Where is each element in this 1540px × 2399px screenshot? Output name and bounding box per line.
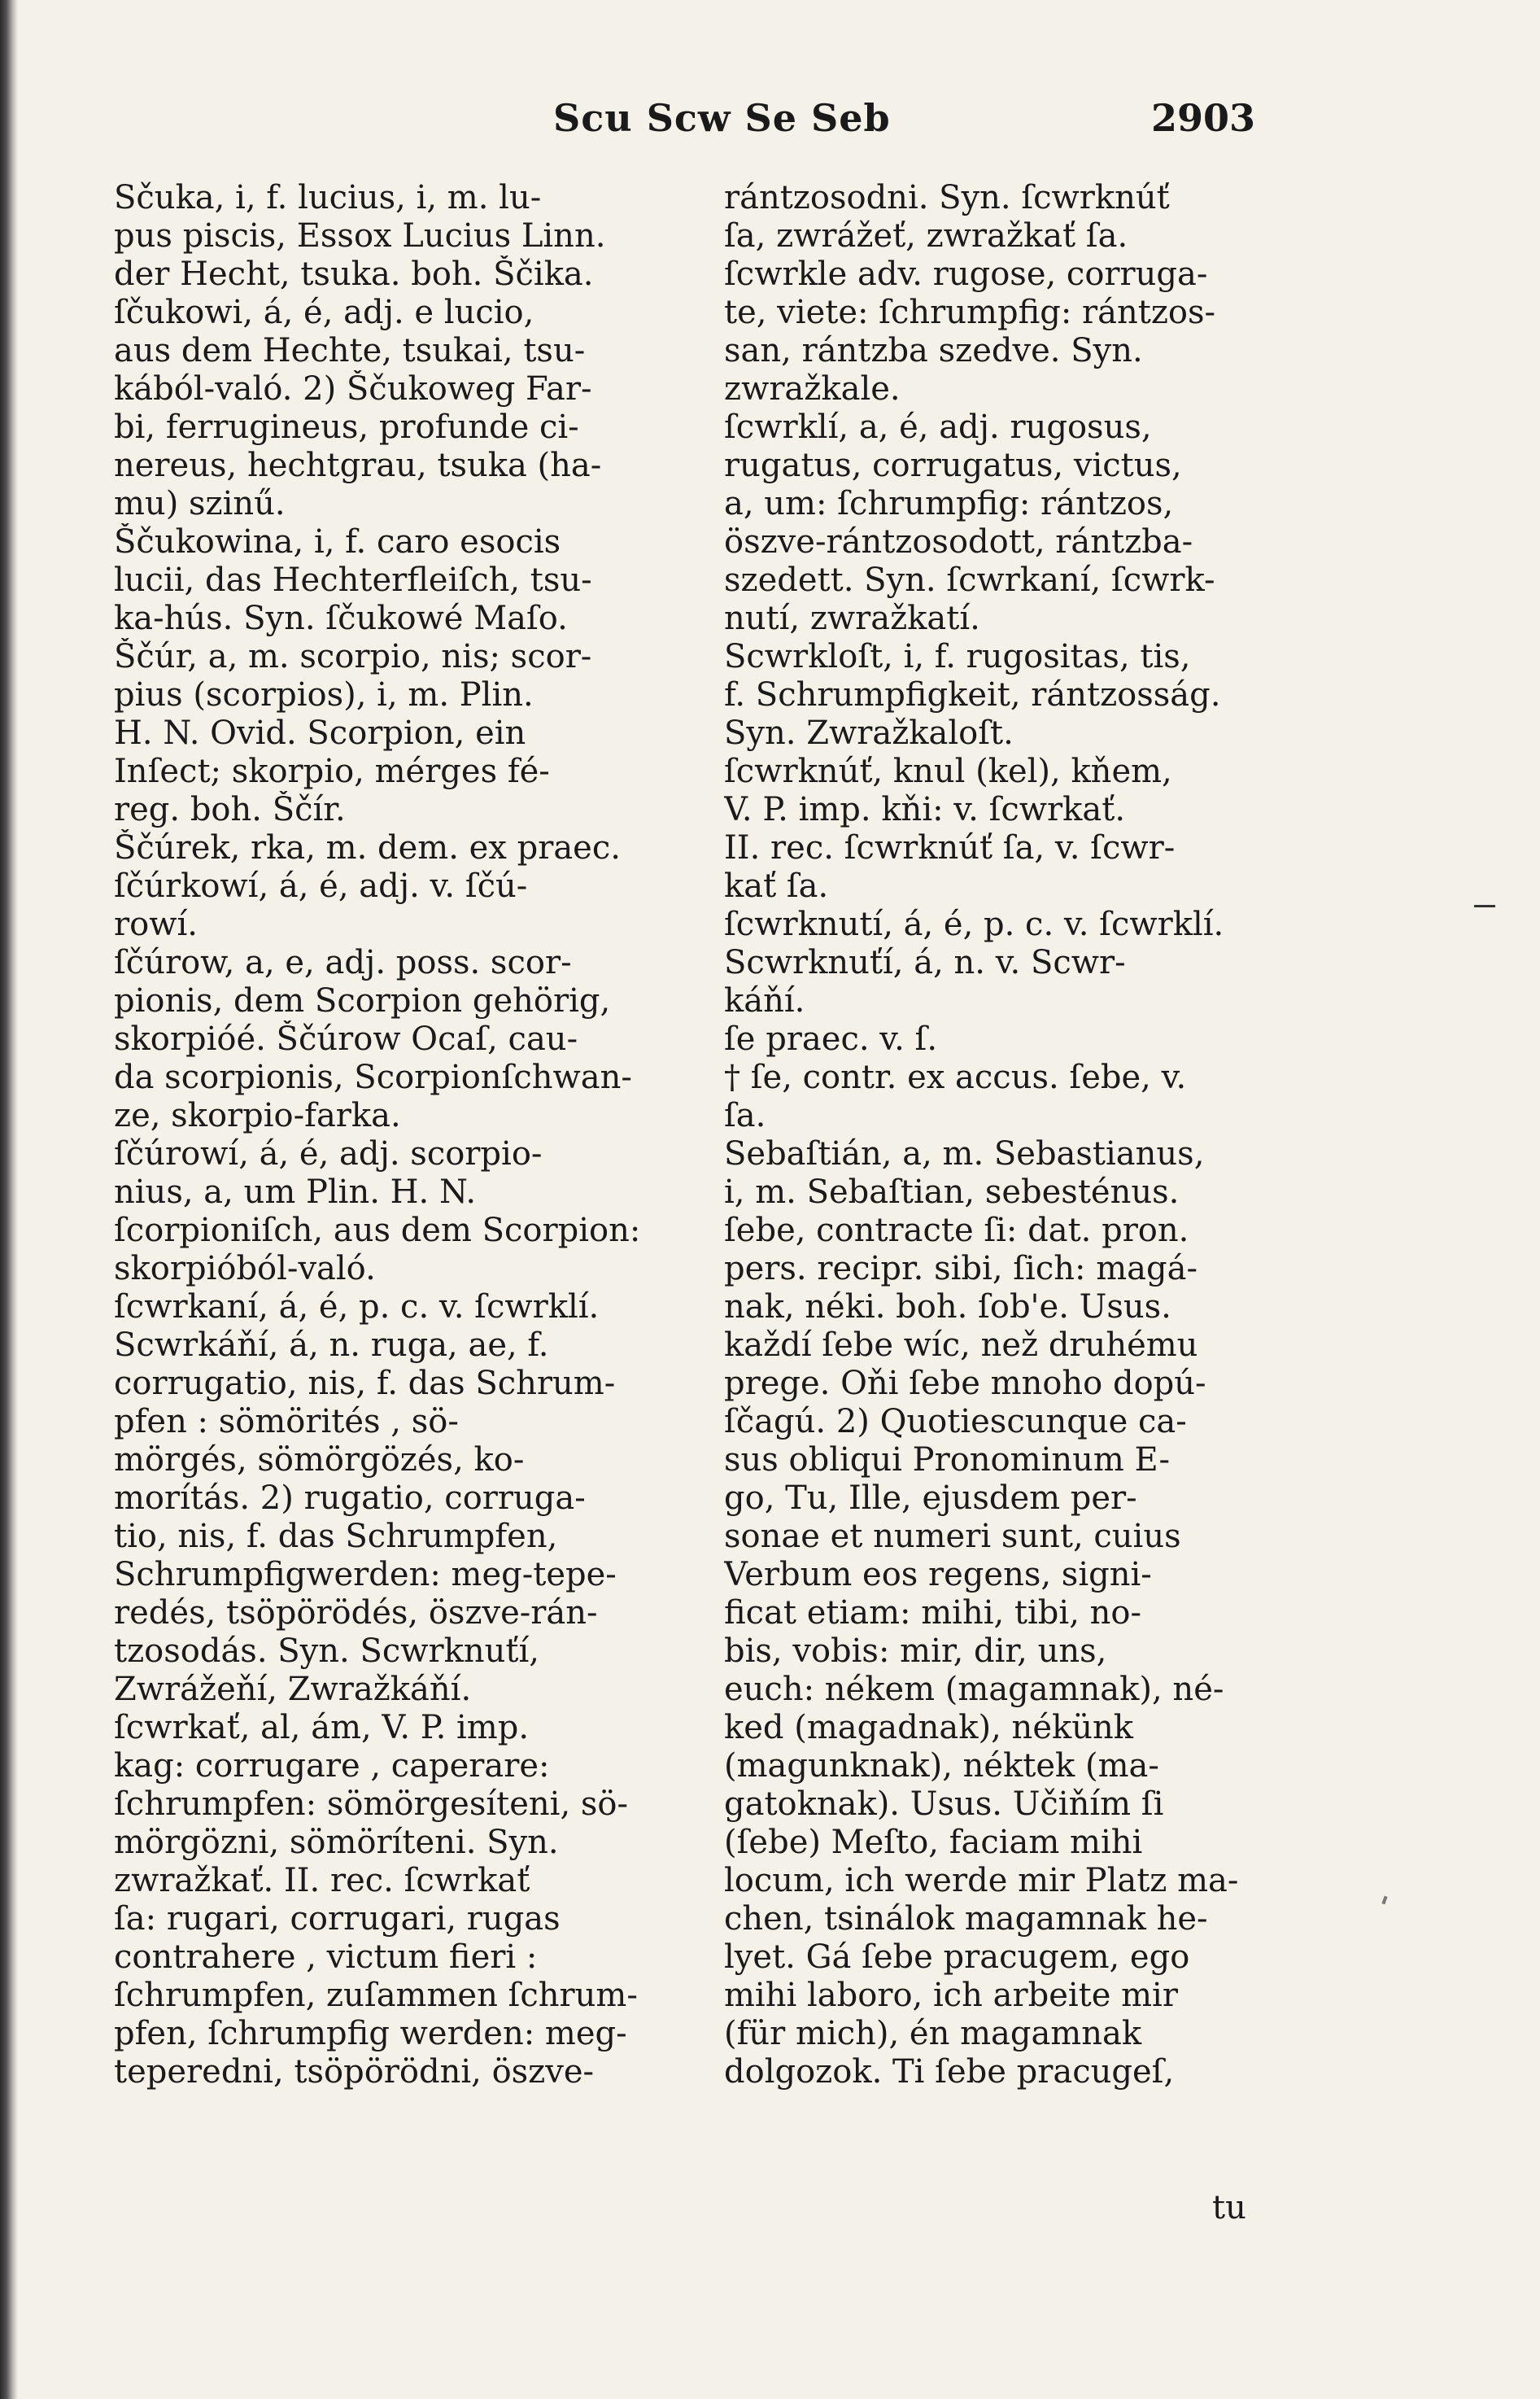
text-line: nius, a, um Plin. H. N. <box>114 1173 477 1211</box>
text-line: † ſe, contr. ex accus. ſebe, v. <box>724 1059 1187 1096</box>
text-line: ked (magadnak), nékünk <box>724 1709 1133 1746</box>
margin-mark <box>1474 905 1495 907</box>
text-line: Schrumpfigwerden: meg-tepe- <box>114 1556 617 1593</box>
text-line: morítás. 2) rugatio, corruga- <box>114 1479 586 1517</box>
text-line: Scwrknuťí, á, n. v. Scwr- <box>724 944 1126 981</box>
text-line: ſchrumpfen, zuſammen ſchrum- <box>114 1977 638 2014</box>
text-line: ſcwrkať, al, ám, V. P. imp. <box>114 1709 530 1746</box>
text-line: corrugatio, nis, f. das Schrum- <box>114 1365 616 1402</box>
text-line: pers. recipr. sibi, ſich: magá- <box>724 1250 1198 1287</box>
text-line: Zwrážeňí, Zwražkáňí. <box>114 1671 472 1708</box>
text-line: Sebaſtián, a, m. Sebastianus, <box>724 1135 1205 1173</box>
text-line: ſa: rugari, corrugari, rugas <box>114 1900 561 1938</box>
text-line: nak, néki. boh. ſob'e. Usus. <box>724 1288 1171 1326</box>
text-line: tzosodás. Syn. Scwrknuťí, <box>114 1632 539 1670</box>
text-line: ſčúrowí, á, é, adj. scorpio- <box>114 1135 543 1173</box>
text-line: lyet. Gá ſebe pracugem, ego <box>724 1938 1190 1976</box>
text-line: ſchrumpfen: sömörgesíteni, sö- <box>114 1785 629 1823</box>
text-line: gatoknak). Usus. Učiňím ſi <box>724 1785 1164 1823</box>
catchword: tu <box>1212 2189 1246 2226</box>
text-line: aus dem Hechte, tsukai, tsu- <box>114 332 586 369</box>
text-line: prege. Oňi ſebe mnoho dopú- <box>724 1365 1206 1402</box>
text-line: da scorpionis, Scorpionſchwan- <box>114 1059 632 1096</box>
text-line: redés, tsöpörödés, öszve-rán- <box>114 1594 598 1632</box>
text-line: szedett. Syn. ſcwrkaní, ſcwrk- <box>724 562 1215 599</box>
text-line: mörgözni, sömöríteni. Syn. <box>114 1824 559 1861</box>
text-line: káňí. <box>724 982 805 1020</box>
text-line: ſa, zwrážeť, zwražkať ſa. <box>724 217 1128 255</box>
page-edge-shadow <box>0 0 18 2399</box>
text-line: Ščukowina, i, f. caro esocis <box>114 523 561 561</box>
text-line: a, um: ſchrumpfig: rántzos, <box>724 485 1174 522</box>
text-line: pius (scorpios), i, m. Plin. <box>114 676 534 714</box>
text-line: f. Schrumpfigkeit, rántzosság. <box>724 676 1221 714</box>
text-line: lucii, das Hechterfleiſch, tsu- <box>114 562 592 599</box>
text-line: ſčagú. 2) Quotiescunque ca- <box>724 1403 1187 1440</box>
text-line: zwražkale. <box>724 370 901 408</box>
text-line: ſčúrkowí, á, é, adj. v. ſčú- <box>114 867 528 905</box>
text-line: pionis, dem Scorpion gehörig, <box>114 982 611 1020</box>
right-column <box>724 179 1308 2091</box>
text-line: V. P. imp. kňi: v. ſcwrkať. <box>724 791 1126 828</box>
text-line: Inſect; skorpio, mérges fé- <box>114 753 550 790</box>
left-column <box>114 179 700 2091</box>
text-line: ſcorpioniſch, aus dem Scorpion: <box>114 1212 641 1249</box>
text-line: II. rec. ſcwrknúť ſa, v. ſcwr- <box>724 829 1176 867</box>
text-line: san, rántzba szedve. Syn. <box>724 332 1143 369</box>
text-line: pfen : sömörités , sö- <box>114 1403 459 1440</box>
text-line: ſa. <box>724 1097 766 1134</box>
page-header <box>0 96 1540 153</box>
text-line: Ščúr, a, m. scorpio, nis; scor- <box>114 638 592 675</box>
text-line: dolgozok. Ti ſebe pracugeſ, <box>724 2053 1175 2091</box>
text-line: euch: nékem (magamnak), né- <box>724 1671 1224 1708</box>
text-line: rugatus, corrugatus, victus, <box>724 447 1182 484</box>
text-line: ſčúrow, a, e, adj. poss. scor- <box>114 944 572 981</box>
text-line: (ſebe) Meſto, faciam mihi <box>724 1824 1143 1861</box>
running-head: Scu Scw Se Seb <box>553 96 891 140</box>
text-line: Syn. Zwražkaloſt. <box>724 714 1014 752</box>
text-line: pfen, ſchrumpfig werden: meg- <box>114 2015 627 2052</box>
text-line: ſcwrklí, a, é, adj. rugosus, <box>724 409 1152 446</box>
text-line: tio, nis, f. das Schrumpfen, <box>114 1518 558 1555</box>
text-line: i, m. Sebaſtian, sebesténus. <box>724 1173 1180 1211</box>
text-line: sus obliqui Pronominum E- <box>724 1441 1170 1479</box>
text-line: mu) szinű. <box>114 485 286 522</box>
text-line: mörgés, sömörgözés, ko- <box>114 1441 525 1479</box>
text-line: ka-hús. Syn. ſčukowé Maſo. <box>114 600 568 637</box>
page-number: 2903 <box>1150 96 1255 140</box>
text-line: Sčuka, i, f. lucius, i, m. lu- <box>114 179 542 216</box>
text-line: teperedni, tsöpörödni, öszve- <box>114 2053 595 2091</box>
ink-mark <box>1381 1896 1387 1905</box>
text-line: bis, vobis: mir, dir, uns, <box>724 1632 1107 1670</box>
text-line: kag: corrugare , caperare: <box>114 1747 550 1785</box>
text-line: kából-való. 2) Ščukoweg Far- <box>114 370 592 408</box>
text-line: bi, ferrugineus, profunde ci- <box>114 409 579 446</box>
text-line: chen, tsinálok magamnak he- <box>724 1900 1208 1938</box>
text-line: ze, skorpio-farka. <box>114 1097 401 1134</box>
text-line: Scwrkloſt, i, f. rugositas, tis, <box>724 638 1191 675</box>
text-line: ſcwrkaní, á, é, p. c. v. ſcwrklí. <box>114 1288 600 1326</box>
text-line: contrahere , victum fieri : <box>114 1938 538 1976</box>
text-line: öszve-rántzosodott, rántzba- <box>724 523 1193 561</box>
text-line: ſebe, contracte ſi: dat. pron. <box>724 1212 1189 1249</box>
text-line: ſe praec. v. ſ. <box>724 1020 938 1058</box>
text-line: Scwrkáňí, á, n. ruga, ae, f. <box>114 1326 549 1364</box>
text-line: mihi laboro, ich arbeite mir <box>724 1977 1178 2014</box>
text-line: locum, ich werde mir Platz ma- <box>724 1862 1239 1899</box>
text-line: každí ſebe wíc, než druhému <box>724 1326 1198 1364</box>
text-line: nutí, zwražkatí. <box>724 600 980 637</box>
text-line: ſčukowi, á, é, adj. e lucio, <box>114 294 534 331</box>
text-line: nereus, hechtgrau, tsuka (ha- <box>114 447 602 484</box>
text-line: skorpióból-való. <box>114 1250 376 1287</box>
text-line: Ščúrek, rka, m. dem. ex praec. <box>114 829 621 867</box>
text-line: H. N. Ovid. Scorpion, ein <box>114 714 526 752</box>
text-line: zwražkať. II. rec. ſcwrkať <box>114 1862 530 1899</box>
text-line: te, viete: ſchrumpfig: rántzos- <box>724 294 1216 331</box>
text-line: kať ſa. <box>724 867 829 905</box>
text-line: ſcwrknutí, á, é, p. c. v. ſcwrklí. <box>724 906 1224 943</box>
text-line: der Hecht, tsuka. boh. Ščika. <box>114 256 594 293</box>
text-line: (für mich), én magamnak <box>724 2015 1142 2052</box>
text-line: reg. boh. Ščír. <box>114 791 346 828</box>
text-line: go, Tu, Ille, ejusdem per- <box>724 1479 1137 1517</box>
text-line: skorpióé. Ščúrow Ocaſ, cau- <box>114 1020 578 1058</box>
text-line: ficat etiam: mihi, tibi, no- <box>724 1594 1141 1632</box>
text-line: sonae et numeri sunt, cuius <box>724 1518 1181 1555</box>
text-line: ſcwrkle adv. rugose, corruga- <box>724 256 1208 293</box>
text-line: pus piscis, Essox Lucius Linn. <box>114 217 606 255</box>
text-line: Verbum eos regens, signi- <box>724 1556 1152 1593</box>
text-line: rántzosodni. Syn. ſcwrknúť <box>724 179 1170 216</box>
text-line: rowí. <box>114 906 198 943</box>
text-line: (magunknak), néktek (ma- <box>724 1747 1159 1785</box>
text-line: ſcwrknúť, knul (kel), kňem, <box>724 753 1172 790</box>
